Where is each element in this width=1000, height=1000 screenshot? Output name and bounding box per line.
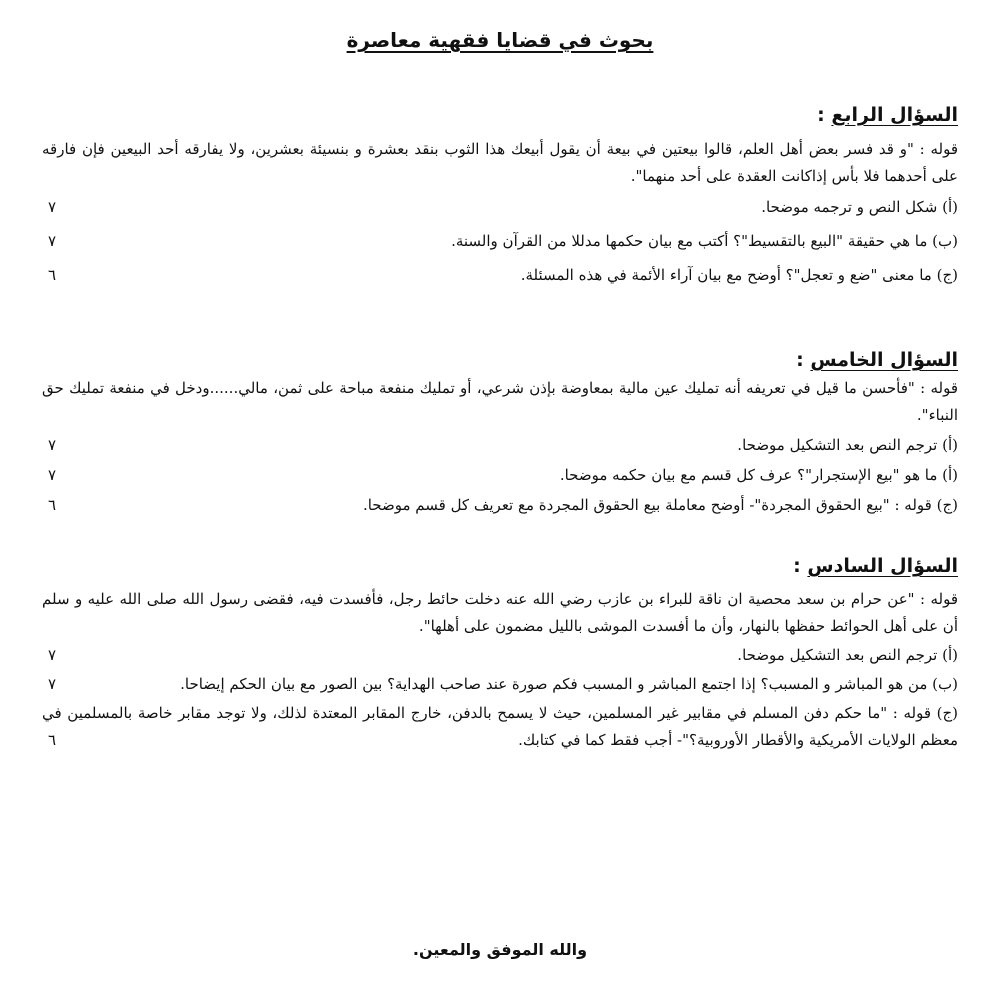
question-5-item-c xyxy=(42,491,958,520)
question-6-section xyxy=(42,552,958,754)
question-5-heading xyxy=(42,346,958,374)
question-5-item-c-mark: ٦ xyxy=(48,496,57,514)
question-6-item-a xyxy=(42,641,958,670)
question-4-item-b-text: (ب) ما هي حقيقة "البيع بالتقسيط"؟ أكتب مع بيان حكمها مدللا من القرآن والسنة. xyxy=(451,232,958,250)
question-6-item-a-text: (أ) ترجم النص بعد التشكيل موضحا. xyxy=(737,646,958,664)
question-6-item-b-text: (ب) من هو المباشر و المسبب؟ إذا اجتمع المباشر و المسبب فكم صورة عند صاحب الهداية؟ بين الصور مع بيان الحكم إيضاحا. xyxy=(180,675,958,693)
question-5-item-b-text: (أ) ما هو "بيع الإستجرار"؟ عرف كل قسم مع بيان حكمه موضحا. xyxy=(559,466,958,484)
question-6-item-b-mark: ٧ xyxy=(48,675,57,693)
question-4-heading-colon: : xyxy=(817,104,825,126)
question-5-passage: قوله : "فأحسن ما قيل في تعريفه أنه تمليك عين مالية بمعاوضة بإذن شرعي، أو تمليك منفعة مباحة على ثمن، مالي......ودخل في منفعة تمليك حق النباء". xyxy=(42,379,958,424)
page-title: بحوث في قضايا فقهية معاصرة xyxy=(346,28,654,52)
question-6-item-c-mark: ٦ xyxy=(48,731,57,749)
question-4-passage: قوله : "و قد فسر بعض أهل العلم، قالوا بيعتين في بيعة أن يقول أبيعك هذا الثوب بنقد بعشرة و بنسيئة بعشرين، ولا يفارقه أحد البيعين فإن فارقه على أحدهما فلا بأس إذاكانت العقدة على أحد منهما". xyxy=(42,140,958,185)
question-5-heading-text: السؤال الخامس xyxy=(810,349,958,371)
question-5-item-a xyxy=(42,431,958,460)
question-5-item-b-mark: ٧ xyxy=(48,466,57,484)
question-4-item-c xyxy=(42,261,958,290)
question-6-passage: قوله : "عن حرام بن سعد محصية ان ناقة للبراء بن عازب رضي الله عنه دخلت حائط رجل، فأفسدت فيه، فقضى رسول الله صلى الله عليه و سلم أن على أهل الحوائط حفظها بالنهار، وأن ما أفسدت الموشى بالليل مضمون على أهلها". xyxy=(42,590,958,635)
question-4-heading xyxy=(42,101,958,129)
question-4-item-c-mark: ٦ xyxy=(48,266,57,284)
question-6-item-a-mark: ٧ xyxy=(48,646,57,664)
question-5-item-b xyxy=(42,461,958,490)
question-4-item-b-mark: ٧ xyxy=(48,232,57,250)
question-5-heading-colon: : xyxy=(796,349,804,371)
question-4-item-a xyxy=(42,193,958,222)
question-6-item-c xyxy=(42,700,958,754)
question-4-item-a-mark: ٧ xyxy=(48,198,57,216)
question-5-section xyxy=(42,346,958,520)
question-5-item-c-text: (ج) قوله : "بيع الحقوق المجردة"- أوضح معاملة بيع الحقوق المجردة مع تعريف كل قسم موضحا. xyxy=(362,496,958,514)
closing-phrase: والله الموفق والمعين. xyxy=(412,940,588,959)
question-4-item-b xyxy=(42,227,958,256)
question-5-item-a-mark: ٧ xyxy=(48,436,57,454)
question-6-heading xyxy=(42,552,958,580)
question-4-heading-text: السؤال الرابع xyxy=(831,104,958,126)
question-6-item-c-text: (ج) قوله : "ما حكم دفن المسلم في مقابير غير المسلمين، حيث لا يسمح بالدفن، خارج المقابر المعتدة لذلك، ولا توجد مقابر خاصة بالمسلمين في معظم الولايات الأمريكية والأقطار الأوروبية؟"- أجب فقط كما في كتابك. xyxy=(42,704,958,749)
question-4-item-c-text: (ج) ما معنى "ضع و تعجل"؟ أوضح مع بيان آراء الأئمة في هذه المسئلة. xyxy=(520,266,958,284)
question-4-section xyxy=(42,101,958,290)
question-4-item-a-text: (أ) شكل النص و ترجمه موضحا. xyxy=(761,198,958,216)
question-6-heading-colon: : xyxy=(793,555,801,577)
question-6-heading-text: السؤال السادس xyxy=(807,555,958,577)
question-6-item-b xyxy=(42,670,958,699)
question-5-item-a-text: (أ) ترجم النص بعد التشكيل موضحا. xyxy=(737,436,958,454)
